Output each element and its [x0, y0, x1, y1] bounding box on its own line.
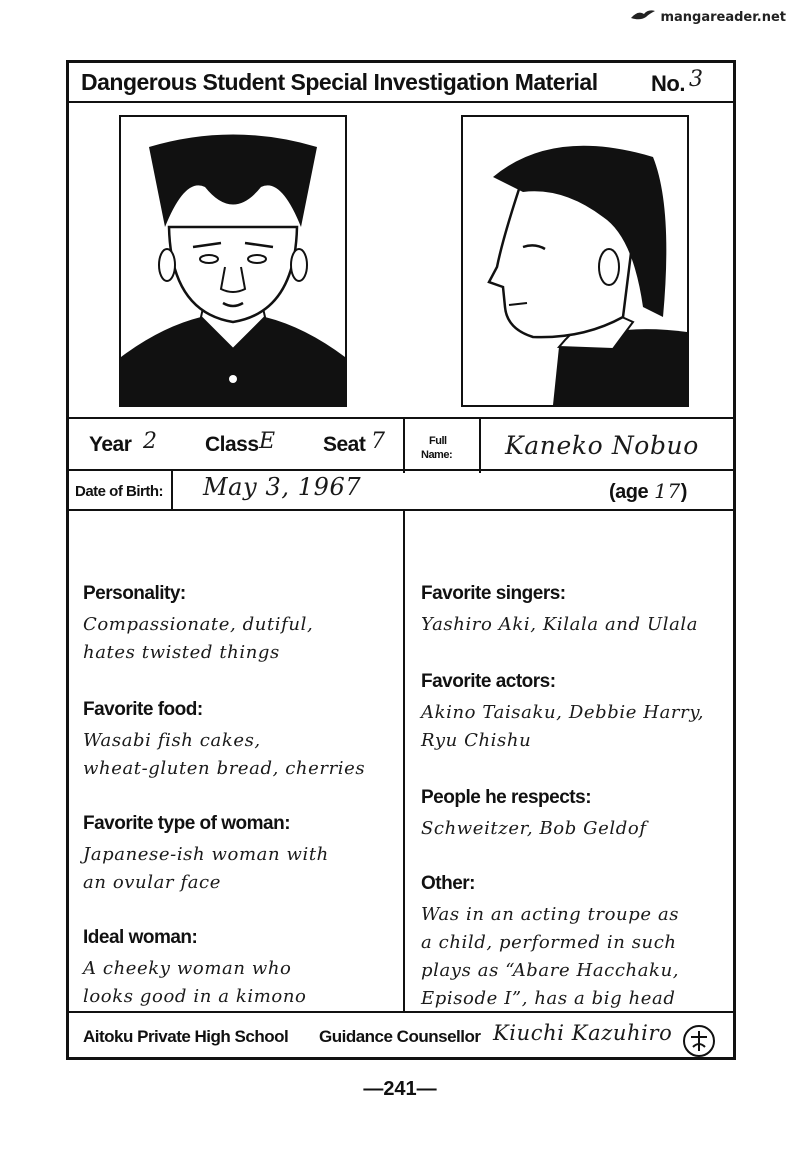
ideal-woman-heading: Ideal woman:: [83, 927, 198, 948]
personality-line: hates twisted things: [83, 642, 280, 663]
favorite-actors-value: [421, 699, 721, 755]
personality-heading: Personality:: [83, 583, 186, 604]
other-line: Episode I”, has a big head: [421, 988, 676, 1009]
bird-logo-icon: [630, 8, 656, 26]
front-photo: [119, 115, 347, 407]
year-label: Year: [89, 433, 132, 456]
favorite-woman-heading: Favorite type of woman:: [83, 813, 291, 834]
age-group: [609, 479, 687, 504]
respects-heading: People he respects:: [421, 787, 592, 808]
favorite-food-line: Wasabi fish cakes,: [83, 730, 261, 751]
favorite-woman-value: [83, 841, 383, 897]
number-label: No.: [651, 71, 685, 96]
divider: [171, 469, 173, 509]
respects-value: [421, 815, 721, 843]
other-value: [421, 901, 721, 1013]
ideal-woman-line: A cheeky woman who: [83, 958, 292, 979]
favorite-actors-line: Akino Taisaku, Debbie Harry,: [421, 702, 705, 723]
age-prefix: (age: [609, 481, 649, 503]
favorite-food-value: [83, 727, 383, 783]
year-value: 2: [143, 429, 158, 454]
other-line: a child, performed in such: [421, 932, 677, 953]
divider: [69, 1011, 733, 1013]
seal-stamp-icon: [681, 1023, 717, 1064]
divider: [403, 417, 405, 473]
personality-line: Compassionate, dutiful,: [83, 614, 314, 635]
favorite-woman-line: an ovular face: [83, 872, 221, 893]
personality-value: [83, 611, 383, 667]
counsellor-name: Kiuchi Kazuhiro: [493, 1021, 673, 1045]
divider: [69, 101, 733, 103]
favorite-actors-heading: Favorite actors:: [421, 671, 556, 692]
divider: [69, 509, 733, 511]
other-heading: Other:: [421, 873, 475, 894]
front-portrait-icon: [121, 117, 345, 405]
other-line: Was in an acting troupe as: [421, 904, 680, 925]
favorite-singers-value: [421, 611, 721, 639]
age-value: 17: [654, 479, 681, 503]
class-label: Class: [205, 433, 259, 456]
page-number: —241—: [363, 1078, 437, 1100]
favorite-woman-line: Japanese-ish woman with: [83, 844, 329, 865]
divider: [479, 417, 481, 473]
favorite-food-line: wheat-gluten bread, cherries: [83, 758, 366, 779]
class-value: E: [259, 429, 276, 454]
favorite-actors-line: Ryu Chishu: [421, 730, 532, 751]
other-line: plays as “Abare Hacchaku,: [421, 960, 680, 981]
divider: [69, 469, 733, 471]
card-title: Dangerous Student Special Investigation Material: [81, 69, 598, 95]
number-value: 3: [689, 67, 704, 92]
profile-photo: [461, 115, 689, 407]
divider: [69, 417, 733, 419]
dob-value: May 3, 1967: [203, 473, 362, 501]
full-name-label-bottom: Name:: [421, 449, 453, 461]
seat-label: Seat: [323, 433, 366, 456]
investigation-card: [66, 60, 736, 1060]
counsellor-label: Guidance Counsellor: [319, 1027, 481, 1046]
school-name: Aitoku Private High School: [83, 1027, 289, 1046]
seat-value: 7: [371, 429, 386, 454]
age-suffix: ): [680, 481, 687, 503]
ideal-woman-value: [83, 955, 383, 1011]
ideal-woman-line: looks good in a kimono: [83, 986, 307, 1007]
respects-line: Schweitzer, Bob Geldof: [421, 818, 647, 839]
full-name-label-top: Full: [429, 435, 447, 447]
dob-label: Date of Birth:: [75, 483, 163, 500]
watermark: [630, 8, 786, 26]
favorite-singers-heading: Favorite singers:: [421, 583, 566, 604]
divider: [403, 509, 405, 1011]
watermark-text: mangareader.net: [660, 9, 786, 25]
favorite-singers-line: Yashiro Aki, Kilala and Ulala: [421, 614, 699, 635]
favorite-food-heading: Favorite food:: [83, 699, 203, 720]
profile-portrait-icon: [463, 117, 687, 405]
full-name-value: Kaneko Nobuo: [505, 431, 699, 460]
